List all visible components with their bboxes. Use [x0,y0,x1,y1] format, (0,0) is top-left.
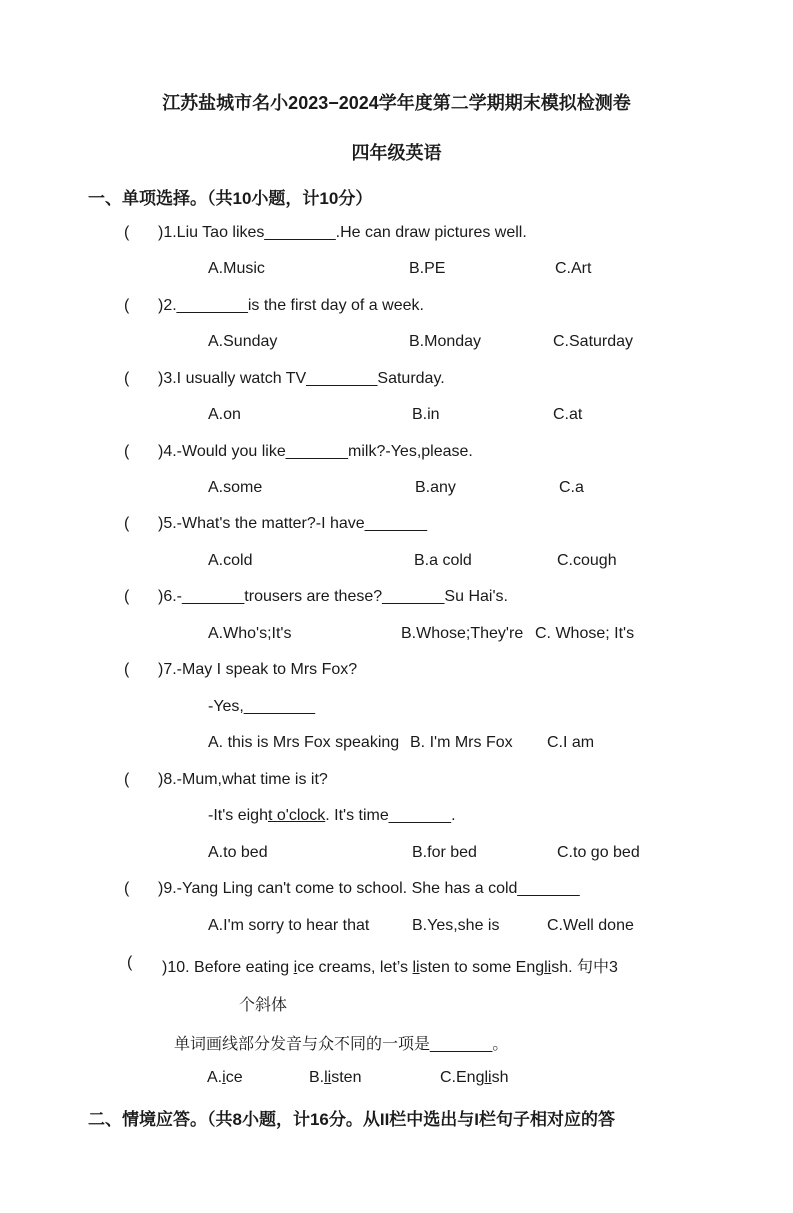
option-c: C.at [553,406,583,423]
question-3-stem: )3.I usually watch TV________Saturday. [158,370,445,387]
question-8-reply [208,807,456,825]
option-a: A.cold [208,552,253,569]
answer-paren: ( [124,224,130,241]
stem-text: )10. Before eating [162,959,294,976]
question-10-line3: 单词画线部分发音与众不同的一项是_______。 [174,1036,509,1053]
question-5-stem: )5.-What's the matter?-I have_______ [158,515,427,532]
option-a: A.I'm sorry to hear that [208,917,370,934]
option-c: C. Whose; It's [535,625,635,642]
question-6-stem: )6.-_______trousers are these?_______Su Hai's. [158,588,508,605]
underlined-text: li [484,1069,492,1086]
option-c [440,1069,508,1087]
answer-paren: ( [124,515,130,532]
answer-paren: ( [124,370,130,387]
option-text: B. [309,1069,325,1086]
underlined-text: li [412,959,420,976]
question-2-stem: )2.________is the first day of a week. [158,297,424,314]
option-b [309,1069,361,1087]
answer-paren: ( [124,297,130,314]
question-9-stem: )9.-Yang Ling can't come to school. She has a cold_______ [158,880,580,897]
answer-paren: ( [124,588,130,605]
option-b: B.PE [409,260,446,277]
underlined-text: li [324,1069,332,1086]
answer-paren: ( [124,880,130,897]
option-c: C.I am [547,734,595,751]
option-b: B.Monday [409,333,482,350]
underlined-text: li [544,959,552,976]
option-a: A.on [208,406,241,423]
option-text: A. [207,1069,223,1086]
reply-text: . It's time_______. [325,807,456,824]
section-1-heading: 一、单项选择。（共10小题，计10分） [88,189,373,208]
option-c: C.a [559,479,584,496]
option-b: B.a cold [414,552,472,569]
answer-paren: ( [127,954,133,971]
option-b: B. I'm Mrs Fox [410,734,513,751]
option-c: C.Saturday [553,333,634,350]
underlined-text: t o'clock [267,807,326,824]
option-a [207,1069,243,1087]
option-b: B.in [412,406,440,423]
question-7-stem: )7.-May I speak to Mrs Fox? [158,661,358,678]
option-a: A.Music [208,260,265,277]
option-c: C.to go bed [557,844,640,861]
question-1-stem: )1.Liu Tao likes________.He can draw pictures well. [158,224,527,241]
option-a: A.to bed [208,844,268,861]
section-2-heading: 二、情境应答。（共8小题，计16分。从II栏中选出与I栏句子相对应的答 [88,1110,616,1129]
question-8-stem: )8.-Mum,what time is it? [158,771,328,788]
stem-text: ce creams, let’s [297,959,413,976]
reply-text: -It's eigh [208,807,268,824]
option-b: B.Whose;They're [401,625,524,642]
option-text: sten [331,1069,362,1086]
option-b: B.any [415,479,456,496]
option-a: A.some [208,479,263,496]
answer-paren: ( [124,661,130,678]
question-10-stem [162,954,618,977]
option-c: C.Art [555,260,592,277]
underlined-text: i [293,959,298,976]
question-4-stem: )4.-Would you like_______milk?-Yes,please. [158,443,473,460]
stem-text: sten to some Eng [419,959,545,976]
question-7-reply: -Yes,________ [208,698,316,715]
option-text: sh [491,1069,509,1086]
option-text: C.Eng [440,1069,485,1086]
option-b: B.for bed [412,844,477,861]
option-c: C.Well done [547,917,634,934]
exam-title: 江苏盐城市名小2023−2024学年度第二学期期末模拟检测卷 [162,93,631,113]
question-10-line2: 个斜体 [239,997,288,1014]
option-text: ce [225,1069,243,1086]
underlined-text: i [222,1069,226,1086]
exam-subtitle: 四年级英语 [351,143,442,163]
answer-paren: ( [124,771,130,788]
option-a: A.Who's;It's [208,625,292,642]
answer-paren: ( [124,443,130,460]
option-c: C.cough [557,552,617,569]
stem-text: sh. 句中3 [551,959,618,976]
option-b: B.Yes,she is [412,917,500,934]
option-a: A.Sunday [208,333,278,350]
option-a: A. this is Mrs Fox speaking [208,734,400,751]
